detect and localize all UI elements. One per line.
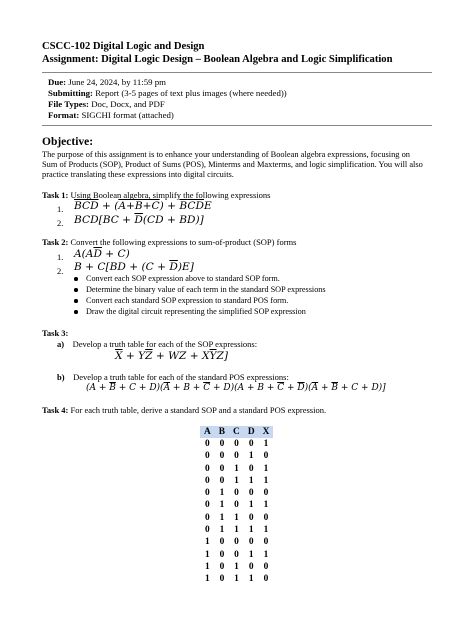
table-cell: 1 [263,439,269,449]
table-cell: 1 [248,475,254,486]
table-cell: 1 [263,475,269,486]
column-header: B [215,426,229,438]
table-cell: 0 [219,463,225,474]
table-cell: 1 [248,500,254,511]
objective-text: The purpose of this assignment is to enhance your understanding of Boolean algebra expressions, focusing on Sum of Products (SOP), Product of Sums (POS), Minterms and Maxterms, and logic simplification. You will also practice translating these expressions into digital circuits. [42,150,423,180]
table-cell: 0 [248,512,254,523]
table-cell: 1 [219,525,225,536]
task2-bullet: Convert each SOP expression above to standard SOP form. [86,274,280,283]
table-cell: 1 [263,549,269,560]
task1-item-number: 1. [57,204,64,214]
table-cell: 0 [263,451,269,462]
task2-expression-1: $A(A\overline{D} + C)$ [74,248,130,260]
task2-item-number: 2. [57,266,64,276]
table-cell: 1 [205,537,210,548]
truth-table [200,426,273,586]
task1-heading: Task 1: Using Boolean algebra, simplify the following expressions [42,190,271,200]
task2-item-number: 1. [57,252,64,262]
table-cell: 0 [234,500,239,511]
table-cell: 1 [234,512,239,523]
filetypes-line: File Types: Doc, Docx, and PDF [48,99,165,109]
table-cell: 0 [234,439,239,449]
table-cell: 0 [234,488,239,499]
task2-bullet: Draw the digital circuit representing the simplified SOP expression [86,307,306,316]
column-header: A [200,426,215,438]
table-cell: 1 [248,525,254,536]
table-cell: 0 [205,439,210,449]
table-cell: 0 [248,488,254,499]
table-cell: 1 [205,561,210,572]
table-cell: 1 [248,451,254,462]
table-cell: 0 [205,451,210,462]
task3-b: b) Develop a truth table for each of the standard POS expressions: [57,372,289,382]
table-row [200,499,273,511]
task1-expression-2: $BCD[BC + \overline{D}(CD + BD)]$ [74,214,204,226]
table-cell: 0 [248,439,254,449]
table-cell: 0 [263,488,269,499]
task1-expression-1: $\overline{B}\overline{C}\overline{D} + (A+B+C) + \overline{B}\overline{C}\overline{D}E$ [74,200,212,212]
course-title: CSCC-102 Digital Logic and Design [42,41,205,52]
divider [42,72,432,73]
table-cell: 0 [219,537,225,548]
table-cell: 1 [219,488,225,499]
table-row [200,512,273,524]
table-cell: 1 [248,549,254,560]
table-cell: 1 [234,463,239,474]
table-cell: 0 [219,574,225,585]
column-header: D [244,426,259,438]
objective-heading: Objective: [42,136,94,148]
task4-heading: Task 4: For each truth table, derive a standard SOP and a standard POS expression. [42,405,327,415]
table-cell: 0 [248,537,254,548]
due-line: Due: June 24, 2024, by 11:59 pm [48,77,166,87]
task3-b-expression: $(A + \overline{B} + C + D)(\overline{A} + B + \overline{C} + D)(A + B + \overline{C} + \overline{D})(\overline{A} + \overline{B} + C + D)$] [86,383,386,393]
table-row [200,549,273,561]
divider [42,125,432,126]
table-cell: 0 [205,525,210,536]
table-cell: 0 [219,451,225,462]
table-cell: 0 [205,500,210,511]
task1-item-number: 2. [57,218,64,228]
table-cell: 0 [248,561,254,572]
table-cell: 0 [205,488,210,499]
task3-a-expression: $\overline{X} + Y\overline{Z}$ + WZ + $X\overline{Y}Z$] [115,350,229,362]
table-cell: 0 [263,574,269,585]
table-cell: 1 [263,525,269,536]
table-cell: 1 [263,500,269,511]
table-row [200,573,273,585]
table-cell: 0 [205,475,210,486]
table-cell: 0 [219,439,225,449]
table-cell: 0 [263,561,269,572]
table-cell: 1 [234,525,239,536]
table-cell: 0 [219,475,225,486]
table-cell: 0 [263,537,269,548]
table-cell: 1 [219,500,225,511]
table-cell: 1 [234,574,239,585]
task3-heading: Task 3: [42,328,69,338]
table-cell: 0 [219,549,225,560]
table-row [200,487,273,499]
truth-table-header [200,426,273,438]
table-row [200,438,273,450]
table-cell: 1 [234,475,239,486]
table-row [200,463,273,475]
table-cell: 1 [205,574,210,585]
table-row [200,524,273,536]
table-row [200,536,273,548]
table-cell: 0 [234,451,239,462]
table-cell: 0 [248,463,254,474]
table-cell: 1 [248,574,254,585]
table-row [200,561,273,573]
table-cell: 1 [205,549,210,560]
table-row [200,475,273,487]
assignment-title: Assignment: Digital Logic Design – Boolean Algebra and Logic Simplification [42,54,393,65]
table-cell: 1 [219,512,225,523]
task2-expression-2: $B + C[BD + (C + \overline{D})E]$ [74,261,194,273]
task2-bullet: Determine the binary value of each term in the standard SOP expressions [86,285,326,294]
task2-heading: Task 2: Convert the following expressions to sum-of-product (SOP) forms [42,237,297,247]
table-cell: 0 [219,561,225,572]
table-cell: 1 [263,463,269,474]
format-line: Format: SIGCHI format (attached) [48,110,174,120]
table-row [200,450,273,462]
table-cell: 0 [234,537,239,548]
table-cell: 0 [205,463,210,474]
table-cell: 0 [205,512,210,523]
task2-bullet: Convert each standard SOP expression to standard POS form. [86,296,288,305]
submitting-line: Submitting: Report (3-5 pages of text plus images (where needed)) [48,88,287,98]
column-header: C [229,426,244,438]
table-cell: 0 [234,549,239,560]
table-cell: 0 [263,512,269,523]
task3-a: a) Develop a truth table for each of the SOP expressions: [57,339,258,349]
table-cell: 1 [234,561,239,572]
column-header: X [259,426,274,438]
